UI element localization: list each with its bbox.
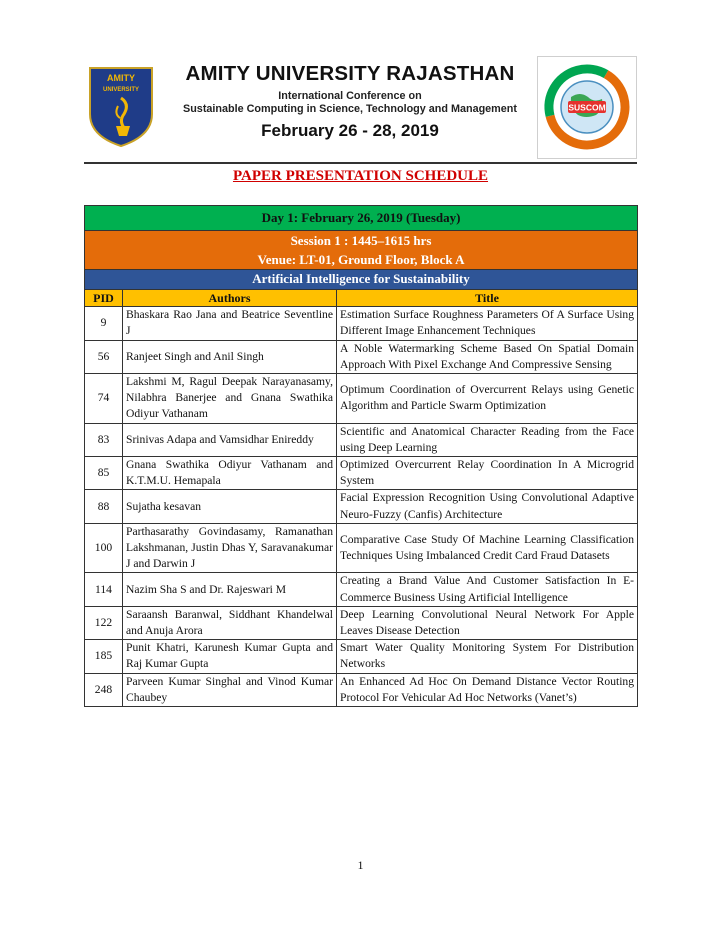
pid-cell: 9 xyxy=(85,307,123,340)
table-row xyxy=(85,374,638,424)
track-heading: Artificial Intelligence for Sustainability xyxy=(85,270,638,290)
pid-cell: 185 xyxy=(85,640,123,673)
pid-cell: 248 xyxy=(85,673,123,706)
authors-cell: Srinivas Adapa and Vamsidhar Enireddy xyxy=(123,423,337,456)
authors-cell: Lakshmi M, Ragul Deepak Narayanasamy, Nilabhra Banerjee and Gnana Swathika Odiyur Vathanam xyxy=(123,374,337,424)
logo-left-text-1: AMITY xyxy=(107,73,135,83)
pid-cell: 122 xyxy=(85,606,123,639)
authors-cell: Gnana Swathika Odiyur Vathanam and K.T.M.U. Hemapala xyxy=(123,457,337,490)
pid-cell: 56 xyxy=(85,340,123,373)
track-row xyxy=(85,270,638,290)
title-cell: Smart Water Quality Monitoring System For Distribution Networks xyxy=(337,640,638,673)
table-row xyxy=(85,490,638,523)
authors-cell: Parveen Kumar Singhal and Vinod Kumar Chaubey xyxy=(123,673,337,706)
header-text-block xyxy=(160,62,540,141)
amity-logo xyxy=(86,64,156,148)
title-cell: Optimum Coordination of Overcurrent Relays using Genetic Algorithm and Particle Swarm Optimization xyxy=(337,374,638,424)
session-time: Session 1 : 1445–1615 hrs xyxy=(290,233,432,248)
title-cell: An Enhanced Ad Hoc On Demand Distance Vector Routing Protocol For Vehicular Ad Hoc Networks (Vanet’s) xyxy=(337,673,638,706)
pid-cell: 100 xyxy=(85,523,123,573)
conference-dates: February 26 - 28, 2019 xyxy=(261,121,439,140)
title-cell: Deep Learning Convolutional Neural Network For Apple Leaves Disease Detection xyxy=(337,606,638,639)
pid-cell: 83 xyxy=(85,423,123,456)
authors-cell: Parthasarathy Govindasamy, Ramanathan Lakshmanan, Justin Dhas Y, Saravanakumar J and Darwin J xyxy=(123,523,337,573)
session-venue: Venue: LT-01, Ground Floor, Block A xyxy=(257,252,465,267)
table-row xyxy=(85,606,638,639)
table-row xyxy=(85,423,638,456)
logo-right-text: SUSCOM xyxy=(568,102,606,113)
table-row xyxy=(85,640,638,673)
title-cell: Scientific and Anatomical Character Reading from the Face using Deep Learning xyxy=(337,423,638,456)
conference-line-1: International Conference on xyxy=(278,90,422,102)
column-header-title: Title xyxy=(337,290,638,307)
pid-cell: 114 xyxy=(85,573,123,606)
authors-cell: Sujatha kesavan xyxy=(123,490,337,523)
pid-cell: 85 xyxy=(85,457,123,490)
title-cell: Facial Expression Recognition Using Convolutional Adaptive Neuro-Fuzzy (Canfis) Architecture xyxy=(337,490,638,523)
pid-cell: 88 xyxy=(85,490,123,523)
table-row xyxy=(85,340,638,373)
table-row xyxy=(85,673,638,706)
day-row xyxy=(85,206,638,231)
logo-left-text-2: UNIVERSITY xyxy=(102,87,140,93)
session-heading xyxy=(85,231,638,270)
suscom-logo xyxy=(537,56,637,159)
authors-cell: Saraansh Baranwal, Siddhant Khandelwal and Anuja Arora xyxy=(123,606,337,639)
university-name: AMITY UNIVERSITY RAJASTHAN xyxy=(185,62,515,85)
column-header-row xyxy=(85,290,638,307)
header-divider xyxy=(84,162,637,164)
page-title: PAPER PRESENTATION SCHEDULE xyxy=(232,168,489,184)
column-header-pid: PID xyxy=(85,290,123,307)
page-number: 1 xyxy=(357,858,364,872)
title-cell: Estimation Surface Roughness Parameters Of A Surface Using Different Image Enhancement Techniques xyxy=(337,307,638,340)
session-row xyxy=(85,231,638,270)
pid-cell: 74 xyxy=(85,374,123,424)
title-cell: Optimized Overcurrent Relay Coordination In A Microgrid System xyxy=(337,457,638,490)
authors-cell: Ranjeet Singh and Anil Singh xyxy=(123,340,337,373)
table-row xyxy=(85,573,638,606)
schedule-table xyxy=(84,205,638,707)
column-header-authors: Authors xyxy=(123,290,337,307)
document-header xyxy=(84,56,638,160)
title-cell: A Noble Watermarking Scheme Based On Spatial Domain Approach With Pixel Exchange And Compressive Sensing xyxy=(337,340,638,373)
day-heading: Day 1: February 26, 2019 (Tuesday) xyxy=(85,206,638,231)
title-cell: Creating a Brand Value And Customer Satisfaction In E-Commerce Business Using Artificial Intelligence xyxy=(337,573,638,606)
conference-line-2: Sustainable Computing in Science, Technology and Management xyxy=(183,103,517,115)
authors-cell: Bhaskara Rao Jana and Beatrice Seventline J xyxy=(123,307,337,340)
table-row xyxy=(85,523,638,573)
title-cell: Comparative Case Study Of Machine Learning Classification Techniques Using Imbalanced Credit Card Fraud Datasets xyxy=(337,523,638,573)
table-row xyxy=(85,307,638,340)
table-row xyxy=(85,457,638,490)
authors-cell: Nazim Sha S and Dr. Rajeswari M xyxy=(123,573,337,606)
authors-cell: Punit Khatri, Karunesh Kumar Gupta and Raj Kumar Gupta xyxy=(123,640,337,673)
